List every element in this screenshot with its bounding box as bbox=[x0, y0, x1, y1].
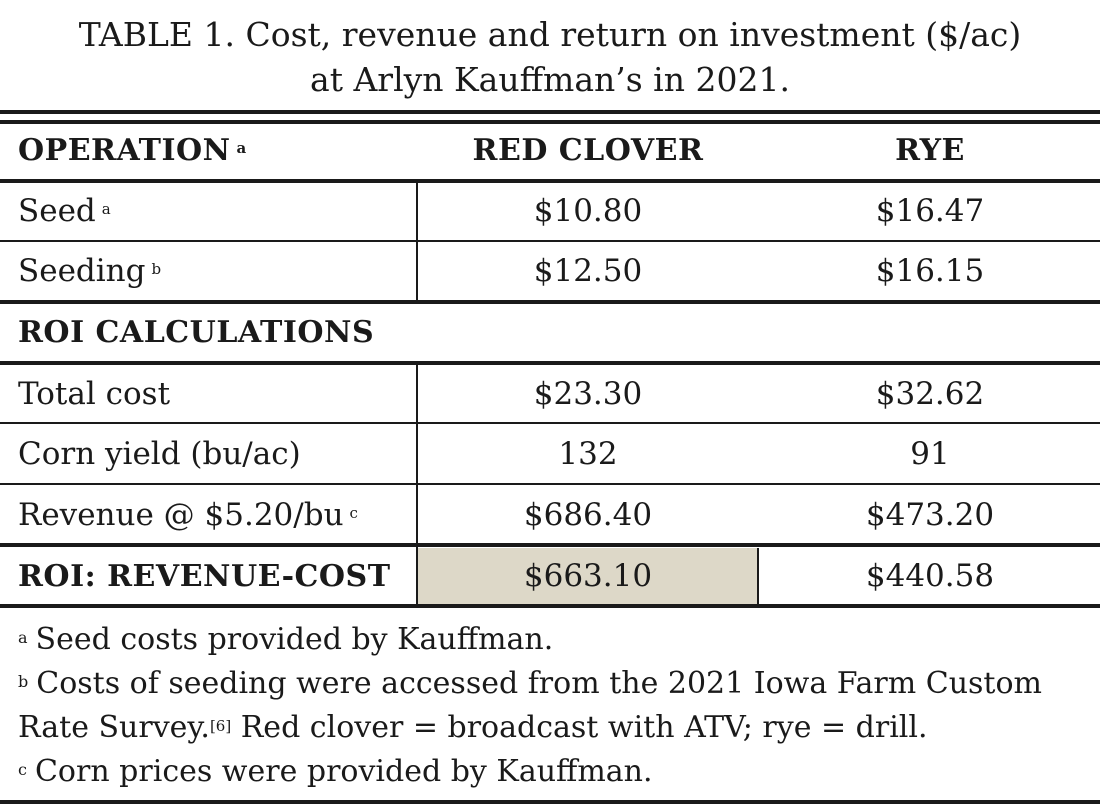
cell-red-clover: $23.30 bbox=[533, 376, 643, 412]
footnote-a: $^a$ Seed costs provided by Kauffman. bbox=[18, 622, 554, 657]
cell-rye: $473.20 bbox=[865, 497, 995, 533]
rule-top bbox=[0, 110, 1100, 114]
footnote-mark: a bbox=[236, 139, 247, 157]
footnote-b: $^b$ Costs of seeding were accessed from the 2021 Iowa Farm Custom bbox=[18, 666, 1042, 701]
rule-row bbox=[0, 483, 1100, 485]
citation-ref: [6] bbox=[209, 717, 232, 735]
footnote-mark: b bbox=[151, 260, 162, 278]
cell-rye: $16.47 bbox=[875, 193, 985, 229]
footnote-b-continued: Rate Survey.[6] Red clover = broadcast with ATV; rye = drill. bbox=[18, 710, 928, 745]
footnote-mark: c bbox=[349, 504, 358, 522]
rule-section-bottom bbox=[0, 361, 1100, 365]
section-heading-roi: ROI CALCULATIONS bbox=[18, 314, 375, 350]
table-title-line-1: TABLE 1. Cost, revenue and return on investment ($/ac) bbox=[78, 15, 1022, 54]
footnote-mark: c bbox=[18, 760, 27, 779]
rule-total-bottom bbox=[0, 604, 1100, 608]
cell-red-clover: $686.40 bbox=[523, 497, 653, 533]
footnote-c: $^c$ Corn prices were provided by Kauffman. bbox=[18, 754, 653, 789]
footnote-mark: b bbox=[18, 672, 29, 691]
row-label-corn-yield: Corn yield (bu/ac) bbox=[18, 436, 301, 472]
cell-rye: $32.62 bbox=[875, 376, 985, 412]
row-label-seeding: Seeding $^b$ bbox=[18, 253, 162, 289]
cell-red-clover: $12.50 bbox=[533, 253, 643, 289]
row-label-roi-total: ROI: REVENUE-COST bbox=[18, 558, 391, 594]
table-title bbox=[0, 12, 1100, 102]
cell-rye: $16.15 bbox=[875, 253, 985, 289]
rule-row bbox=[0, 240, 1100, 242]
cell-red-clover: $10.80 bbox=[533, 193, 643, 229]
row-label-revenue: Revenue @ $5.20/bu $^c$ bbox=[18, 497, 358, 533]
cell-red-clover: 132 bbox=[558, 436, 618, 472]
cell-red-clover-roi: $663.10 bbox=[523, 558, 653, 594]
row-label-total-cost: Total cost bbox=[18, 376, 171, 412]
cell-rye-roi: $440.58 bbox=[865, 558, 995, 594]
cell-rye: 91 bbox=[910, 436, 950, 472]
table-title-line-2: at Arlyn Kauffman’s in 2021. bbox=[310, 60, 790, 99]
footnote-mark: a bbox=[101, 200, 111, 218]
header-operation: OPERATION $^a$ bbox=[18, 132, 247, 168]
rule-row bbox=[0, 422, 1100, 424]
footnote-mark: a bbox=[18, 628, 28, 647]
rule-bottom bbox=[0, 800, 1100, 804]
header-rye: RYE bbox=[895, 132, 965, 168]
row-label-seed: Seed $^a$ bbox=[18, 193, 111, 229]
header-red-clover: RED CLOVER bbox=[472, 132, 704, 168]
rule-total-top bbox=[0, 543, 1100, 547]
